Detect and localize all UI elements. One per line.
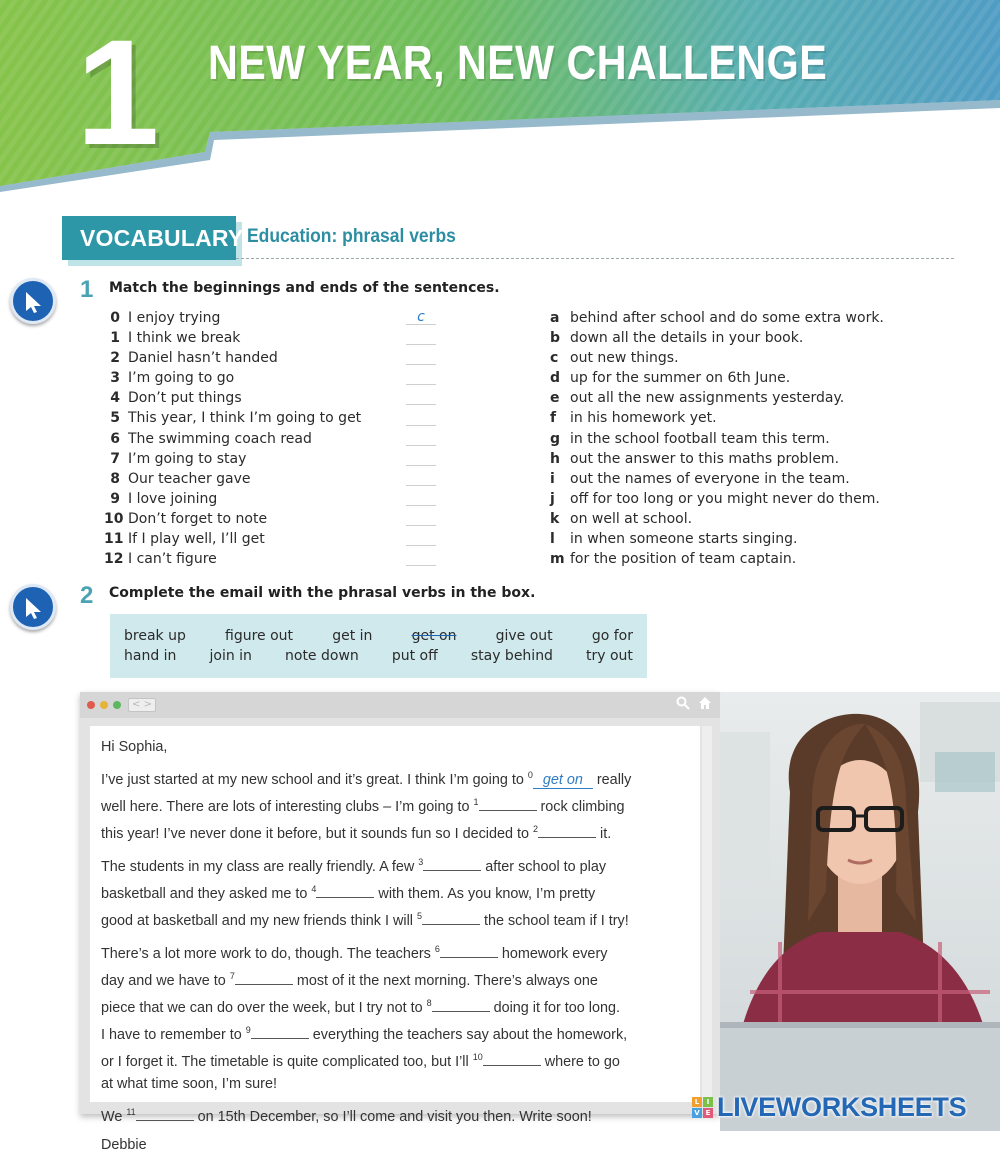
list-item: 12 I can’t figure bbox=[104, 551, 217, 568]
section-tab: VOCABULARY bbox=[62, 216, 236, 260]
gap-6-input[interactable] bbox=[440, 942, 498, 958]
list-item: 2 Daniel hasn’t handed bbox=[110, 350, 278, 367]
liveworksheets-cube-icon: L I V E bbox=[692, 1097, 713, 1118]
list-item: b down all the details in your book. bbox=[550, 330, 804, 347]
email-paragraph-1: I’ve just started at my new school and it’s great. I think I’m going to $^0$ get on really well here. There are lots of interesting clubs – I’m going to $^1$ rock climbing this year! I’ve never done it before, but it sounds fun so I decided to $^2$ it. bbox=[101, 770, 632, 842]
word-item: stay behind bbox=[470, 648, 553, 664]
section-divider bbox=[236, 258, 954, 259]
list-item: 6 The swimming coach read bbox=[110, 430, 312, 447]
exercise-2-instruction: Complete the email with the phrasal verbs in the box. bbox=[109, 585, 536, 601]
list-item: j off for too long or you might never do them. bbox=[550, 490, 880, 507]
answer-blanks bbox=[406, 308, 440, 569]
exercise-1-cursor-icon[interactable] bbox=[10, 278, 56, 324]
list-item: g in the school football team this term. bbox=[550, 430, 830, 447]
word-box bbox=[110, 614, 647, 678]
browser-window bbox=[80, 692, 720, 1153]
minimize-dot-icon[interactable] bbox=[100, 701, 108, 709]
pointer-arrow-icon bbox=[23, 290, 45, 314]
exercise-2-cursor-icon[interactable] bbox=[10, 584, 56, 630]
word-item: join in bbox=[209, 648, 252, 664]
word-item: break up bbox=[124, 628, 186, 644]
list-item: 8 Our teacher gave bbox=[110, 470, 251, 487]
word-item: give out bbox=[495, 628, 553, 644]
list-item: 5 This year, I think I’m going to get bbox=[110, 410, 362, 427]
list-item: e out all the new assignments yesterday. bbox=[550, 390, 845, 407]
list-item: 4 Don’t put things bbox=[110, 390, 242, 407]
email-signoff: Debbie bbox=[101, 1137, 147, 1153]
word-item: get in bbox=[332, 628, 373, 644]
unit-title: NEW YEAR, NEW CHALLENGE bbox=[208, 37, 828, 90]
liveworksheets-logo bbox=[692, 1091, 967, 1122]
unit-banner bbox=[0, 0, 1000, 200]
list-item: d up for the summer on 6th June. bbox=[550, 370, 791, 387]
list-item: 9 I love joining bbox=[110, 490, 218, 507]
nav-arrows[interactable]: < > bbox=[128, 698, 156, 712]
list-item: f in his homework yet. bbox=[550, 410, 717, 427]
list-item: l in when someone starts singing. bbox=[550, 531, 798, 548]
exercise-2-number: 2 bbox=[80, 582, 94, 609]
email-paragraph-4: We $^{11}$ on 15th December, so I’ll come and visit you then. Write soon! bbox=[101, 1107, 592, 1125]
email-paragraph-2: The students in my class are really friendly. A few $^3$ after school to play basketball and they asked me to $^4$ with them. As you know, I’m pretty good at basketball and my new friends think I will $^5$ the school team if I try! bbox=[101, 857, 629, 929]
word-item: note down bbox=[285, 648, 359, 664]
word-box-row-1 bbox=[124, 626, 633, 646]
list-item: 7 I’m going to stay bbox=[110, 450, 247, 467]
word-item: hand in bbox=[124, 648, 177, 664]
list-item: a behind after school and do some extra work. bbox=[550, 310, 884, 326]
maximize-dot-icon[interactable] bbox=[113, 701, 121, 709]
pointer-arrow-icon bbox=[23, 596, 45, 620]
gap-8-input[interactable] bbox=[432, 996, 490, 1012]
list-item: 3 I’m going to go bbox=[110, 370, 235, 387]
gap-5-input[interactable] bbox=[422, 909, 480, 925]
list-item: h out the answer to this maths problem. bbox=[550, 450, 840, 467]
gap-2-input[interactable] bbox=[538, 822, 596, 838]
gap-7-input[interactable] bbox=[235, 969, 293, 985]
student-photo bbox=[720, 692, 1000, 1131]
list-item: 0 I enjoy trying bbox=[110, 310, 221, 326]
word-item-used: get on bbox=[411, 628, 457, 644]
email-scrollbar[interactable] bbox=[702, 726, 712, 1102]
browser-toolbar bbox=[80, 692, 720, 718]
sentence-beginnings-list bbox=[104, 308, 404, 569]
exercise-1-number: 1 bbox=[80, 276, 94, 303]
email-body bbox=[90, 726, 700, 1153]
list-item: c out new things. bbox=[550, 350, 679, 367]
list-item: 11 If I play well, I’ll get bbox=[104, 531, 265, 548]
liveworksheets-text: LIVEWORKSHEETS bbox=[717, 1091, 967, 1122]
gap-11-input[interactable] bbox=[136, 1105, 194, 1121]
close-dot-icon[interactable] bbox=[87, 701, 95, 709]
list-item: m for the position of team captain. bbox=[550, 551, 797, 568]
exercise-1-instruction: Match the beginnings and ends of the sentences. bbox=[109, 280, 500, 296]
gap-1-input[interactable] bbox=[479, 795, 537, 811]
email-paragraph-3: There’s a lot more work to do, though. The teachers $^6$ homework every day and we have to $^7$ most of it the next morning. There’s always one piece that we can do over the week, but I try not to $^8$ doing it for too long. I have to remember to $^9$ everything the teachers say about the homework, or I forget it. The timetable is quite complicated too, but I’ll $^{10}$ where to go at what time soon, I’m sure! bbox=[101, 944, 628, 1092]
list-item: 10 Don’t forget to note bbox=[104, 510, 268, 527]
word-item: put off bbox=[391, 648, 438, 664]
gap-9-input[interactable] bbox=[251, 1023, 309, 1039]
list-item: 1 I think we break bbox=[110, 330, 241, 347]
search-icon[interactable] bbox=[676, 696, 690, 714]
section-subtitle: Education: phrasal verbs bbox=[247, 226, 456, 247]
unit-number: 1 bbox=[76, 8, 160, 176]
word-item: try out bbox=[586, 648, 633, 664]
word-item: figure out bbox=[225, 628, 294, 644]
list-item: i out the names of everyone in the team. bbox=[550, 470, 850, 487]
answer-input-0[interactable]: c bbox=[417, 309, 425, 326]
email-greeting: Hi Sophia, bbox=[101, 739, 168, 755]
gap-0-answer[interactable]: get on bbox=[533, 772, 593, 789]
word-box-row-2 bbox=[124, 646, 633, 666]
home-icon[interactable] bbox=[698, 696, 712, 714]
word-item: go for bbox=[591, 628, 633, 644]
gap-10-input[interactable] bbox=[483, 1050, 541, 1066]
gap-3-input[interactable] bbox=[423, 855, 481, 871]
sentence-endings-list bbox=[550, 308, 980, 569]
list-item: k on well at school. bbox=[550, 510, 693, 527]
gap-4-input[interactable] bbox=[316, 882, 374, 898]
